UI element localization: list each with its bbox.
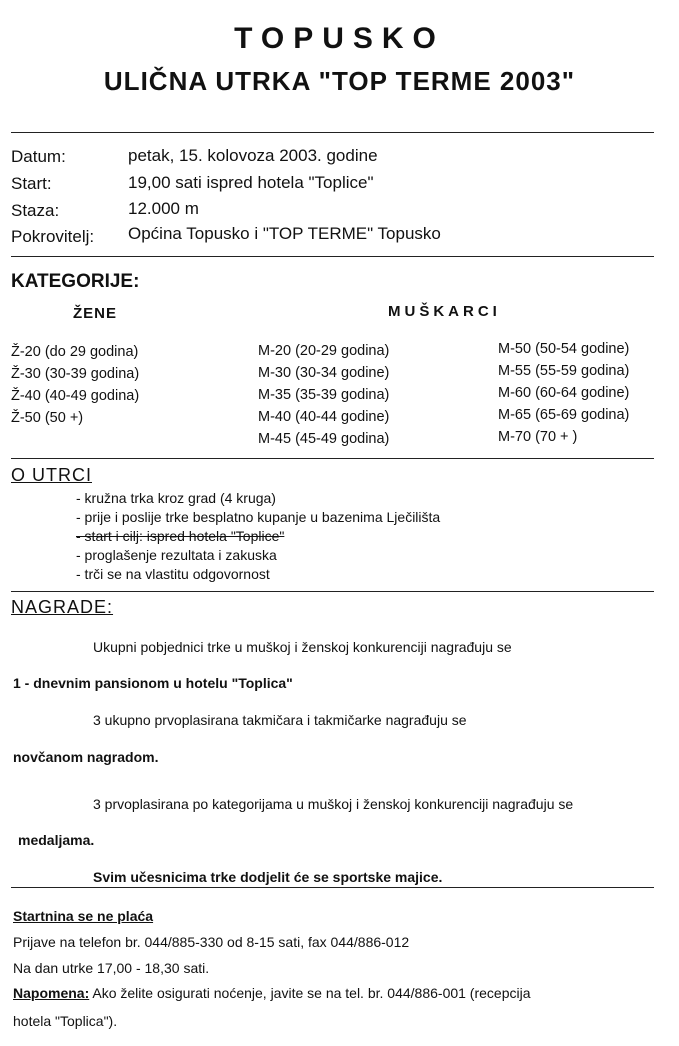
men-category: M-40 (40-44 godine) (258, 409, 390, 425)
men-heading: MUŠKARCI (388, 303, 501, 320)
women-category: Ž-50 (50 +) (11, 410, 84, 426)
about-item: - trči se na vlastitu odgovornost (76, 566, 270, 582)
awards-paragraph: Ukupni pobjednici trke u muškoj i ženskoj konkurenciji nagrađuju se (93, 639, 512, 655)
info-course-value: 12.000 m (128, 199, 199, 218)
awards-paragraph: 3 prvoplasirana po kategorijama u muškoj i ženskoj konkurenciji nagrađuju se (93, 796, 574, 812)
about-item: - prije i poslije trke besplatno kupanje u bazenima Lječilišta (76, 509, 441, 525)
fee-note: Startnina se ne plaća (13, 908, 154, 924)
men-category: M-70 (70 + ) (498, 429, 578, 445)
awards-heading: NAGRADE: (11, 597, 114, 617)
women-category: Ž-40 (40-49 godina) (11, 388, 140, 404)
divider (11, 458, 654, 459)
info-sponsor-label: Pokrovitelj: (11, 227, 95, 246)
men-category: M-50 (50-54 godine) (498, 341, 630, 357)
note-text: Ako želite osigurati noćenje, javite se na tel. br. 044/886-001 (recepcija (89, 985, 531, 1001)
info-start-value: 19,00 sati ispred hotela "Toplice" (128, 173, 374, 192)
women-category: Ž-20 (do 29 godina) (11, 344, 139, 360)
note-label: Napomena: (13, 985, 90, 1001)
men-category: M-55 (55-59 godina) (498, 363, 630, 379)
about-item: - proglašenje rezultata i zakuska (76, 547, 277, 563)
race-day-line: Na dan utrke 17,00 - 18,30 sati. (13, 960, 210, 976)
divider (11, 887, 654, 888)
awards-bold-line: medaljama. (18, 832, 95, 848)
categories-heading: KATEGORIJE: (11, 271, 140, 292)
info-date-label: Datum: (11, 147, 66, 166)
about-item: - start i cilj: ispred hotela "Toplice" (76, 528, 285, 544)
about-item: - kružna trka kroz grad (4 kruga) (76, 490, 276, 506)
women-heading: ŽENE (73, 305, 118, 322)
info-sponsor-value: Općina Topusko i "TOP TERME" Topusko (128, 224, 441, 243)
info-course-label: Staza: (11, 201, 60, 220)
info-date-value: petak, 15. kolovoza 2003. godine (128, 146, 378, 165)
note-continuation: hotela "Toplica"). (13, 1013, 118, 1029)
men-category: M-35 (35-39 godina) (258, 387, 390, 403)
awards-paragraph: 3 ukupno prvoplasirana takmičara i takmičarke nagrađuju se (93, 712, 467, 728)
shirts-note: Svim učesnicima trke dodjelit će se sportske majice. (93, 869, 443, 885)
divider (11, 132, 654, 133)
page-subtitle: ULIČNA UTRKA "TOP TERME 2003" (103, 66, 576, 96)
phone-line: Prijave na telefon br. 044/885-330 od 8-15 sati, fax 044/886-012 (13, 934, 410, 950)
note-line (13, 985, 531, 1001)
divider (11, 591, 654, 592)
men-category: M-45 (45-49 godina) (258, 431, 390, 447)
info-start-label: Start: (11, 174, 52, 193)
about-heading: O UTRCI (11, 465, 92, 485)
men-category: M-65 (65-69 godina) (498, 407, 630, 423)
men-category: M-60 (60-64 godine) (498, 385, 630, 401)
awards-bold-line: novčanom nagradom. (13, 749, 159, 765)
page-title: TOPUSKO (234, 22, 445, 55)
men-category: M-30 (30-34 godine) (258, 365, 390, 381)
awards-bold-line: 1 - dnevnim pansionom u hotelu "Toplica" (13, 675, 293, 691)
women-category: Ž-30 (30-39 godina) (11, 366, 140, 382)
men-category: M-20 (20-29 godina) (258, 343, 390, 359)
divider (11, 256, 654, 257)
